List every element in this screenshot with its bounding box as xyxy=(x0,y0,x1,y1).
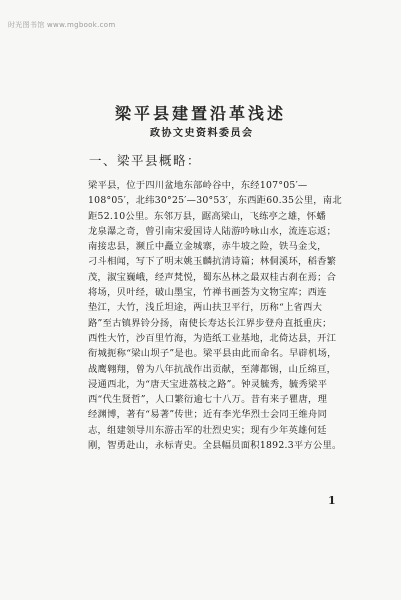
body-line: 茂，淑宝巍峨，经声梵悦，蜀东丛林之最双桂古刹在焉；合 xyxy=(88,271,337,283)
body-line: 将场，贝叶经，破山墨宝，竹禅书画荟为文物宝库；西连 xyxy=(88,287,327,299)
body-line: 西性大竹，沙百里竹海，为造纸工业基地，北倚达县，开江 xyxy=(88,332,337,344)
body-line: 衔城扼称“梁山坝子”是也。梁平县由此而命名。早辟机场， xyxy=(88,348,337,360)
body-line: 垫江，大竹，浅丘坦途，两山扶卫平行，历称“上省西大 xyxy=(88,302,323,314)
body-line: 距52.10公里。东邻万县，踞高梁山，飞练亭之雄，怀蟠 xyxy=(88,210,326,222)
body-line: 108°05′，北纬30°25′—30°53′，东西距60.35公里，南北 xyxy=(88,195,342,207)
body-line: 龙泉瀑之奇，曾引南宋爱国诗人陆游吟咏山水，流连忘返； xyxy=(88,225,337,237)
section-heading: 一、梁平县概略： xyxy=(89,153,202,168)
body-line: 西“代生贤哲”，人口繁衍逾七十八万。昔有来子瞿唐，理 xyxy=(88,394,328,406)
body-line: 战鹰翱翔，曾为八年抗战作出贡献，至薄都锡，山丘绵亘， xyxy=(88,363,337,375)
document-title: 梁平县建置沿革浅述 xyxy=(114,104,286,123)
body-line: 志，组建领导川东游击军的壮烈史实；现有少年英雄何廷 xyxy=(88,424,327,436)
body-line: 浸通西北，为“唐天宝进荔枝之路”。钟灵毓秀，毓秀梁平 xyxy=(88,378,328,390)
page-number: 1 xyxy=(328,494,336,507)
body-line: 经渊博，著有“易著”传世；近有李光华烈士会同王维舟同 xyxy=(88,409,328,421)
author-line: 政协文史资料委员会 xyxy=(150,128,254,139)
body-line: 刚，智勇赴山，永标青史。全县幅员面积1892.3平方公里。 xyxy=(88,440,342,452)
body-line: 刁斗相闻，写下了明末姚玉麟抗清诗篇；林侗溪环，稻香繁 xyxy=(88,256,337,268)
body-line: 梁平县，位于四川盆地东部岭谷中，东经107°05′— xyxy=(88,180,308,191)
body-line: 路”至古镇界铃分扬，南使长寿达长江界步登舟直抵重庆； xyxy=(88,317,332,329)
body-line: 南接忠县，濒丘中矗立金城寨，赤牛坡之险，铁马金戈， xyxy=(88,241,327,253)
body-text xyxy=(88,178,369,453)
watermark-text: 时光图书馆 www.mgbook.com xyxy=(8,21,116,29)
